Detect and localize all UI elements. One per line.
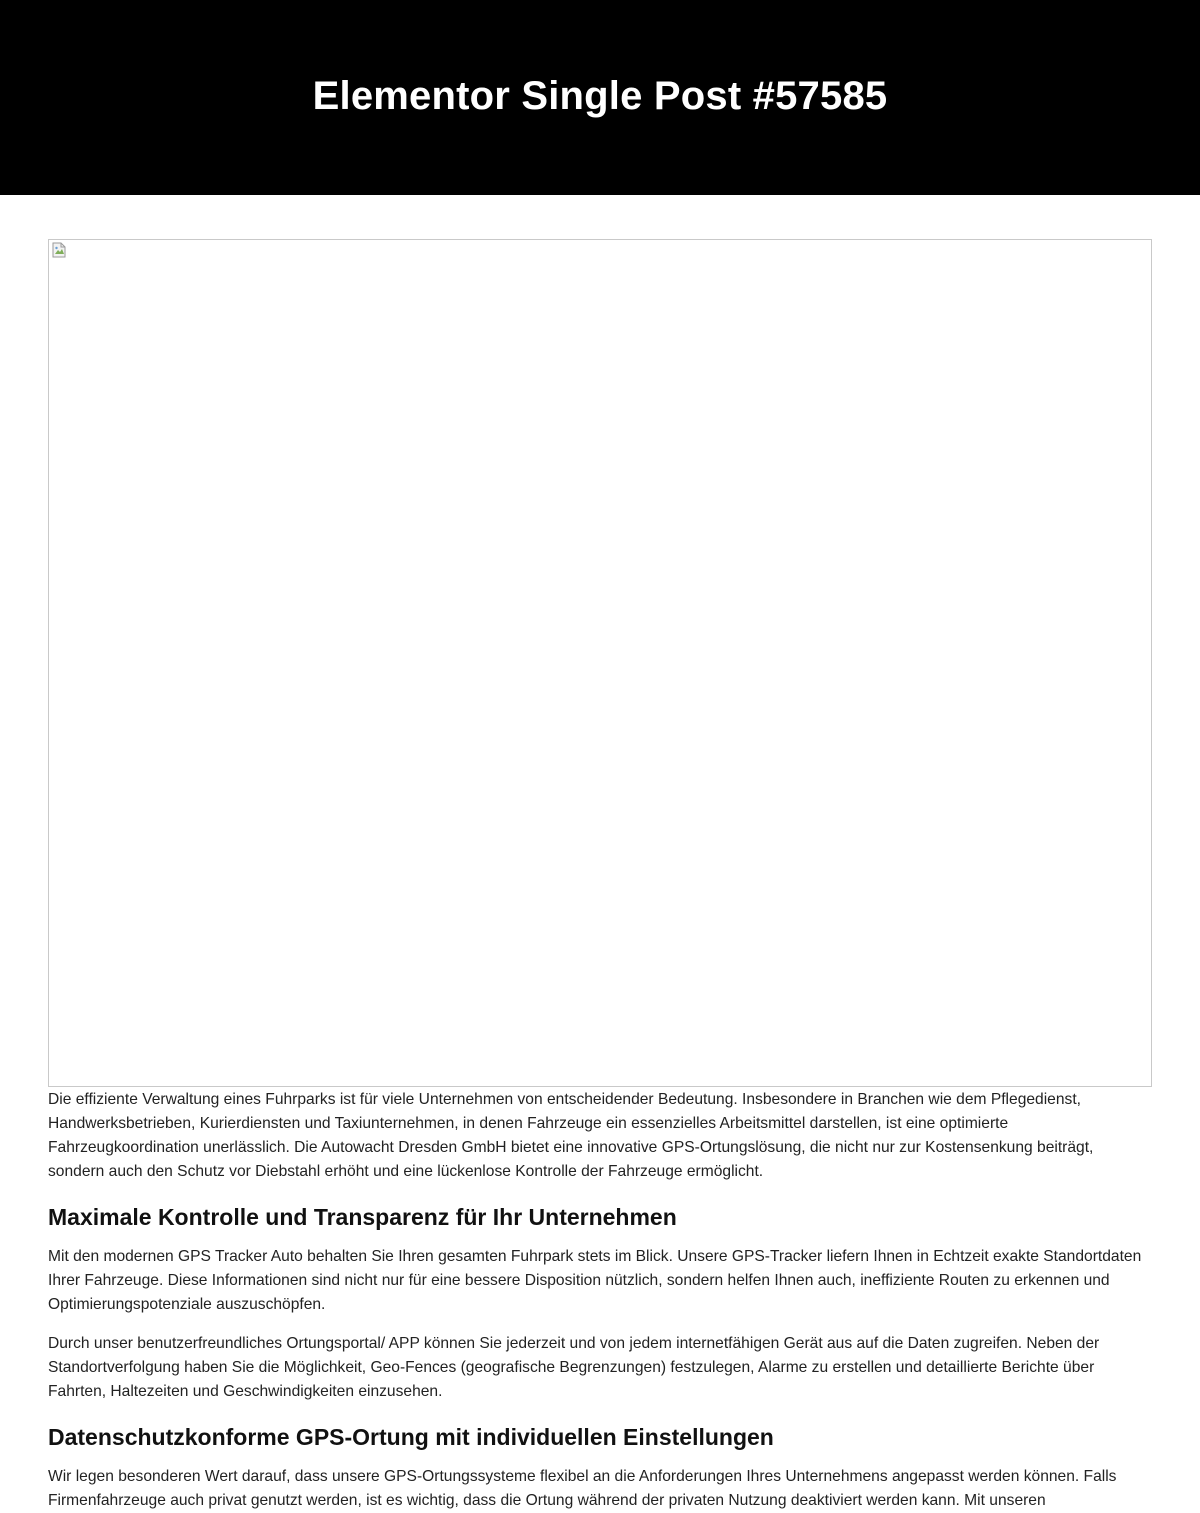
post-content — [0, 195, 1200, 1513]
page-header — [0, 0, 1200, 195]
featured-image — [48, 239, 1152, 1087]
section-heading-datenschutz: Datenschutzkonforme GPS-Ortung mit individuellen Einstellungen — [48, 1424, 774, 1450]
section-paragraph: Durch unser benutzerfreundliches Ortungsportal/ APP können Sie jederzeit und von jedem internetfähigen Gerät aus auf die Daten zugreifen. Neben der Standortverfolgung haben Sie die Möglichkeit, Geo-Fences (geografische Begrenzungen) festzulegen, Alarme zu erstellen und detaillierte Berichte über Fahrten, Haltezeiten und Geschwindigkeiten einzusehen. — [48, 1335, 1100, 1400]
broken-image-icon — [52, 242, 66, 258]
page-title: Elementor Single Post #57585 — [312, 74, 888, 118]
section-heading-kontrolle: Maximale Kontrolle und Transparenz für Ihr Unternehmen — [48, 1204, 677, 1230]
section-paragraph: Wir legen besonderen Wert darauf, dass unsere GPS-Ortungssysteme flexibel an die Anforderungen Ihres Unternehmens angepasst werden können. Falls Firmenfahrzeuge auch privat genutzt werden, ist es wichtig, dass die Ortung während der privaten Nutzung deaktiviert werden kann. Mit unseren — [48, 1468, 1117, 1509]
section-paragraph: Mit den modernen GPS Tracker Auto behalten Sie Ihren gesamten Fuhrpark stets im Blick. Unsere GPS-Tracker liefern Ihnen in Echtzeit exakte Standortdaten Ihrer Fahrzeuge. Diese Informationen sind nicht nur für eine bessere Disposition nützlich, sondern helfen Ihnen auch, ineffiziente Routen zu erkennen und Optimierungspotenziale auszuschöpfen. — [48, 1248, 1142, 1313]
intro-paragraph: Die effiziente Verwaltung eines Fuhrparks ist für viele Unternehmen von entscheidender Bedeutung. Insbesondere in Branchen wie dem Pflegedienst, Handwerksbetrieben, Kurierdiensten und Taxiunternehmen, in denen Fahrzeuge ein essenzielles Arbeitsmittel darstellen, ist eine optimierte Fahrzeugkoordination unerlässlich. Die Autowacht Dresden GmbH bietet eine innovative GPS-Ortungslösung, die nicht nur zur Kostensenkung beiträgt, sondern auch den Schutz vor Diebstahl erhöht und eine lückenlose Kontrolle der Fahrzeuge ermöglicht. — [48, 1091, 1094, 1180]
